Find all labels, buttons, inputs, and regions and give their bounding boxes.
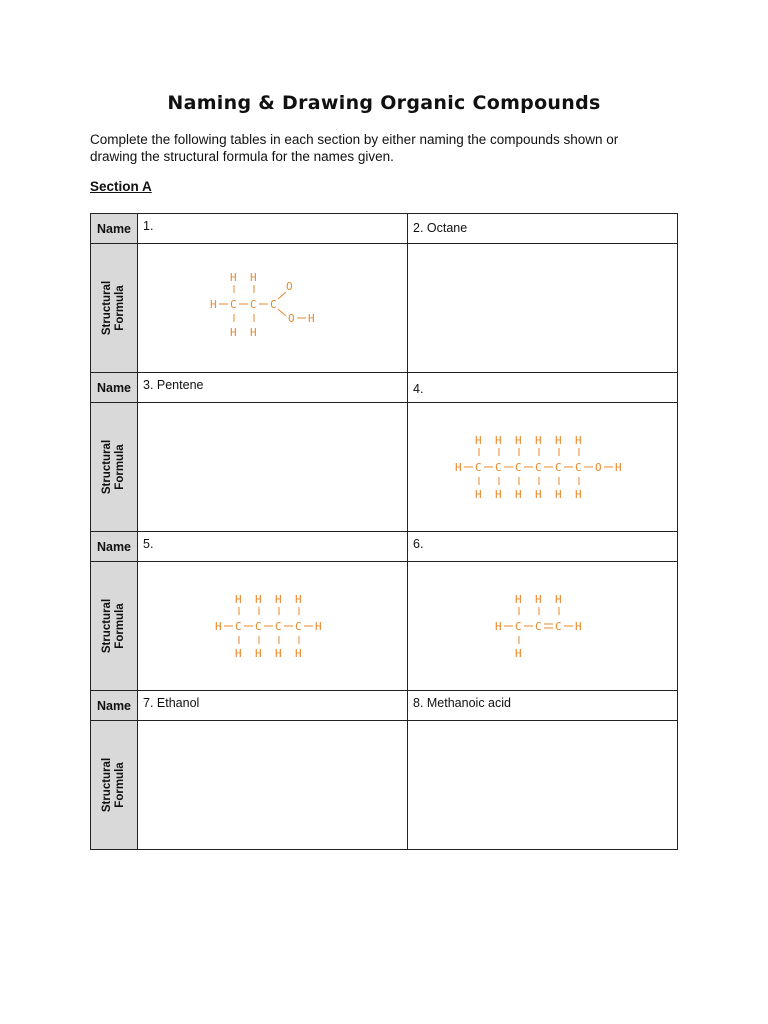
atom-h: H bbox=[494, 434, 502, 447]
structural-row bbox=[91, 403, 678, 532]
structural-label-line-1: Structural bbox=[101, 598, 113, 654]
atom-h: H bbox=[614, 461, 622, 474]
atom-h: H bbox=[229, 271, 237, 284]
atom-h: H bbox=[307, 312, 315, 325]
formula-propene bbox=[493, 591, 593, 661]
atom-c: C bbox=[474, 461, 482, 474]
atom-h: H bbox=[534, 434, 542, 447]
formula-cell-4[interactable] bbox=[408, 403, 678, 532]
instructions-line-2: drawing the structural formula for the names given. bbox=[90, 149, 394, 164]
structural-label-line-2: Formula bbox=[114, 603, 126, 649]
structural-label bbox=[91, 562, 138, 691]
atom-c: C bbox=[514, 461, 522, 474]
atom-c: C bbox=[534, 461, 542, 474]
atom-h: H bbox=[314, 620, 322, 633]
formula-hexanol bbox=[453, 432, 633, 502]
atom-o: O bbox=[287, 312, 295, 325]
page-title: Naming & Drawing Organic Compounds bbox=[167, 92, 601, 114]
atom-h: H bbox=[554, 434, 562, 447]
atom-h: H bbox=[514, 434, 522, 447]
atom-h: H bbox=[494, 488, 502, 501]
atom-h: H bbox=[554, 593, 562, 606]
name-row bbox=[91, 373, 678, 403]
atom-h: H bbox=[534, 593, 542, 606]
atom-h: H bbox=[534, 488, 542, 501]
structural-row bbox=[91, 244, 678, 373]
atom-c: C bbox=[249, 298, 257, 311]
structural-label-line-1: Structural bbox=[101, 280, 113, 336]
atom-o: O bbox=[285, 280, 293, 293]
name-text-8: 8. Methanoic acid bbox=[413, 696, 511, 710]
name-cell-2[interactable] bbox=[408, 214, 678, 244]
name-row bbox=[91, 691, 678, 721]
atom-h: H bbox=[249, 271, 257, 284]
structural-label-line-1: Structural bbox=[101, 757, 113, 813]
formula-cell-8[interactable] bbox=[408, 721, 678, 850]
instructions bbox=[90, 131, 690, 165]
name-row bbox=[91, 214, 678, 244]
structural-label bbox=[91, 403, 138, 532]
name-text-1: 1. bbox=[143, 219, 154, 233]
structural-label bbox=[91, 244, 138, 373]
name-text-2: 2. Octane bbox=[413, 221, 468, 235]
worksheet-table bbox=[90, 213, 678, 850]
atom-h: H bbox=[254, 593, 262, 606]
atom-c: C bbox=[514, 620, 522, 633]
structural-label-line-2: Formula bbox=[114, 285, 126, 331]
atom-h: H bbox=[254, 647, 262, 660]
structural-label-line-1: Structural bbox=[101, 439, 113, 495]
name-text-7: 7. Ethanol bbox=[143, 696, 200, 710]
atom-h: H bbox=[554, 488, 562, 501]
atom-h: H bbox=[234, 647, 242, 660]
name-cell-7[interactable] bbox=[138, 691, 408, 721]
atom-h: H bbox=[209, 298, 217, 311]
atom-c: C bbox=[229, 298, 237, 311]
name-text-4: 4. bbox=[413, 382, 424, 396]
atom-h: H bbox=[229, 326, 237, 339]
structural-row bbox=[91, 721, 678, 850]
name-text-6: 6. bbox=[413, 537, 424, 551]
structural-label bbox=[91, 721, 138, 850]
atom-c: C bbox=[494, 461, 502, 474]
name-text-5: 5. bbox=[143, 537, 154, 551]
name-label: Name bbox=[91, 214, 138, 244]
atom-c: C bbox=[534, 620, 542, 633]
structural-label-line-2: Formula bbox=[114, 762, 126, 808]
section-heading: Section A bbox=[90, 179, 152, 194]
name-text-3: 3. Pentene bbox=[143, 378, 204, 392]
atom-h: H bbox=[514, 488, 522, 501]
atom-h: H bbox=[274, 647, 282, 660]
name-cell-8[interactable] bbox=[408, 691, 678, 721]
atom-c: C bbox=[254, 620, 262, 633]
atom-c: C bbox=[574, 461, 582, 474]
atom-c: C bbox=[554, 620, 562, 633]
atom-c: C bbox=[269, 298, 277, 311]
atom-c: C bbox=[234, 620, 242, 633]
formula-cell-6[interactable] bbox=[408, 562, 678, 691]
atom-h: H bbox=[474, 434, 482, 447]
structural-label-line-2: Formula bbox=[114, 444, 126, 490]
formula-butane bbox=[213, 591, 333, 661]
name-row bbox=[91, 532, 678, 562]
atom-c: C bbox=[274, 620, 282, 633]
formula-cell-1[interactable] bbox=[138, 244, 408, 373]
formula-cell-7[interactable] bbox=[138, 721, 408, 850]
atom-h: H bbox=[574, 488, 582, 501]
atom-h: H bbox=[214, 620, 222, 633]
atom-h: H bbox=[294, 593, 302, 606]
name-cell-1[interactable] bbox=[138, 214, 408, 244]
formula-cell-3[interactable] bbox=[138, 403, 408, 532]
atom-h: H bbox=[274, 593, 282, 606]
structural-row bbox=[91, 562, 678, 691]
atom-o: O bbox=[594, 461, 602, 474]
atom-c: C bbox=[294, 620, 302, 633]
formula-cell-5[interactable] bbox=[138, 562, 408, 691]
atom-h: H bbox=[574, 434, 582, 447]
instructions-line-1: Complete the following tables in each section by either naming the compounds shown or bbox=[90, 132, 619, 147]
atom-h: H bbox=[294, 647, 302, 660]
atom-h: H bbox=[574, 620, 582, 633]
atom-h: H bbox=[514, 593, 522, 606]
atom-c: C bbox=[554, 461, 562, 474]
name-label: Name bbox=[91, 691, 138, 721]
atom-h: H bbox=[494, 620, 502, 633]
atom-h: H bbox=[249, 326, 257, 339]
atom-h: H bbox=[234, 593, 242, 606]
atom-h: H bbox=[454, 461, 462, 474]
name-cell-4[interactable] bbox=[408, 373, 678, 403]
name-label: Name bbox=[91, 532, 138, 562]
formula-propanoic-acid bbox=[208, 268, 338, 348]
name-cell-6[interactable] bbox=[408, 532, 678, 562]
formula-cell-2[interactable] bbox=[408, 244, 678, 373]
name-cell-3[interactable] bbox=[138, 373, 408, 403]
atom-h: H bbox=[514, 647, 522, 660]
atom-h: H bbox=[474, 488, 482, 501]
name-cell-5[interactable] bbox=[138, 532, 408, 562]
name-label: Name bbox=[91, 373, 138, 403]
